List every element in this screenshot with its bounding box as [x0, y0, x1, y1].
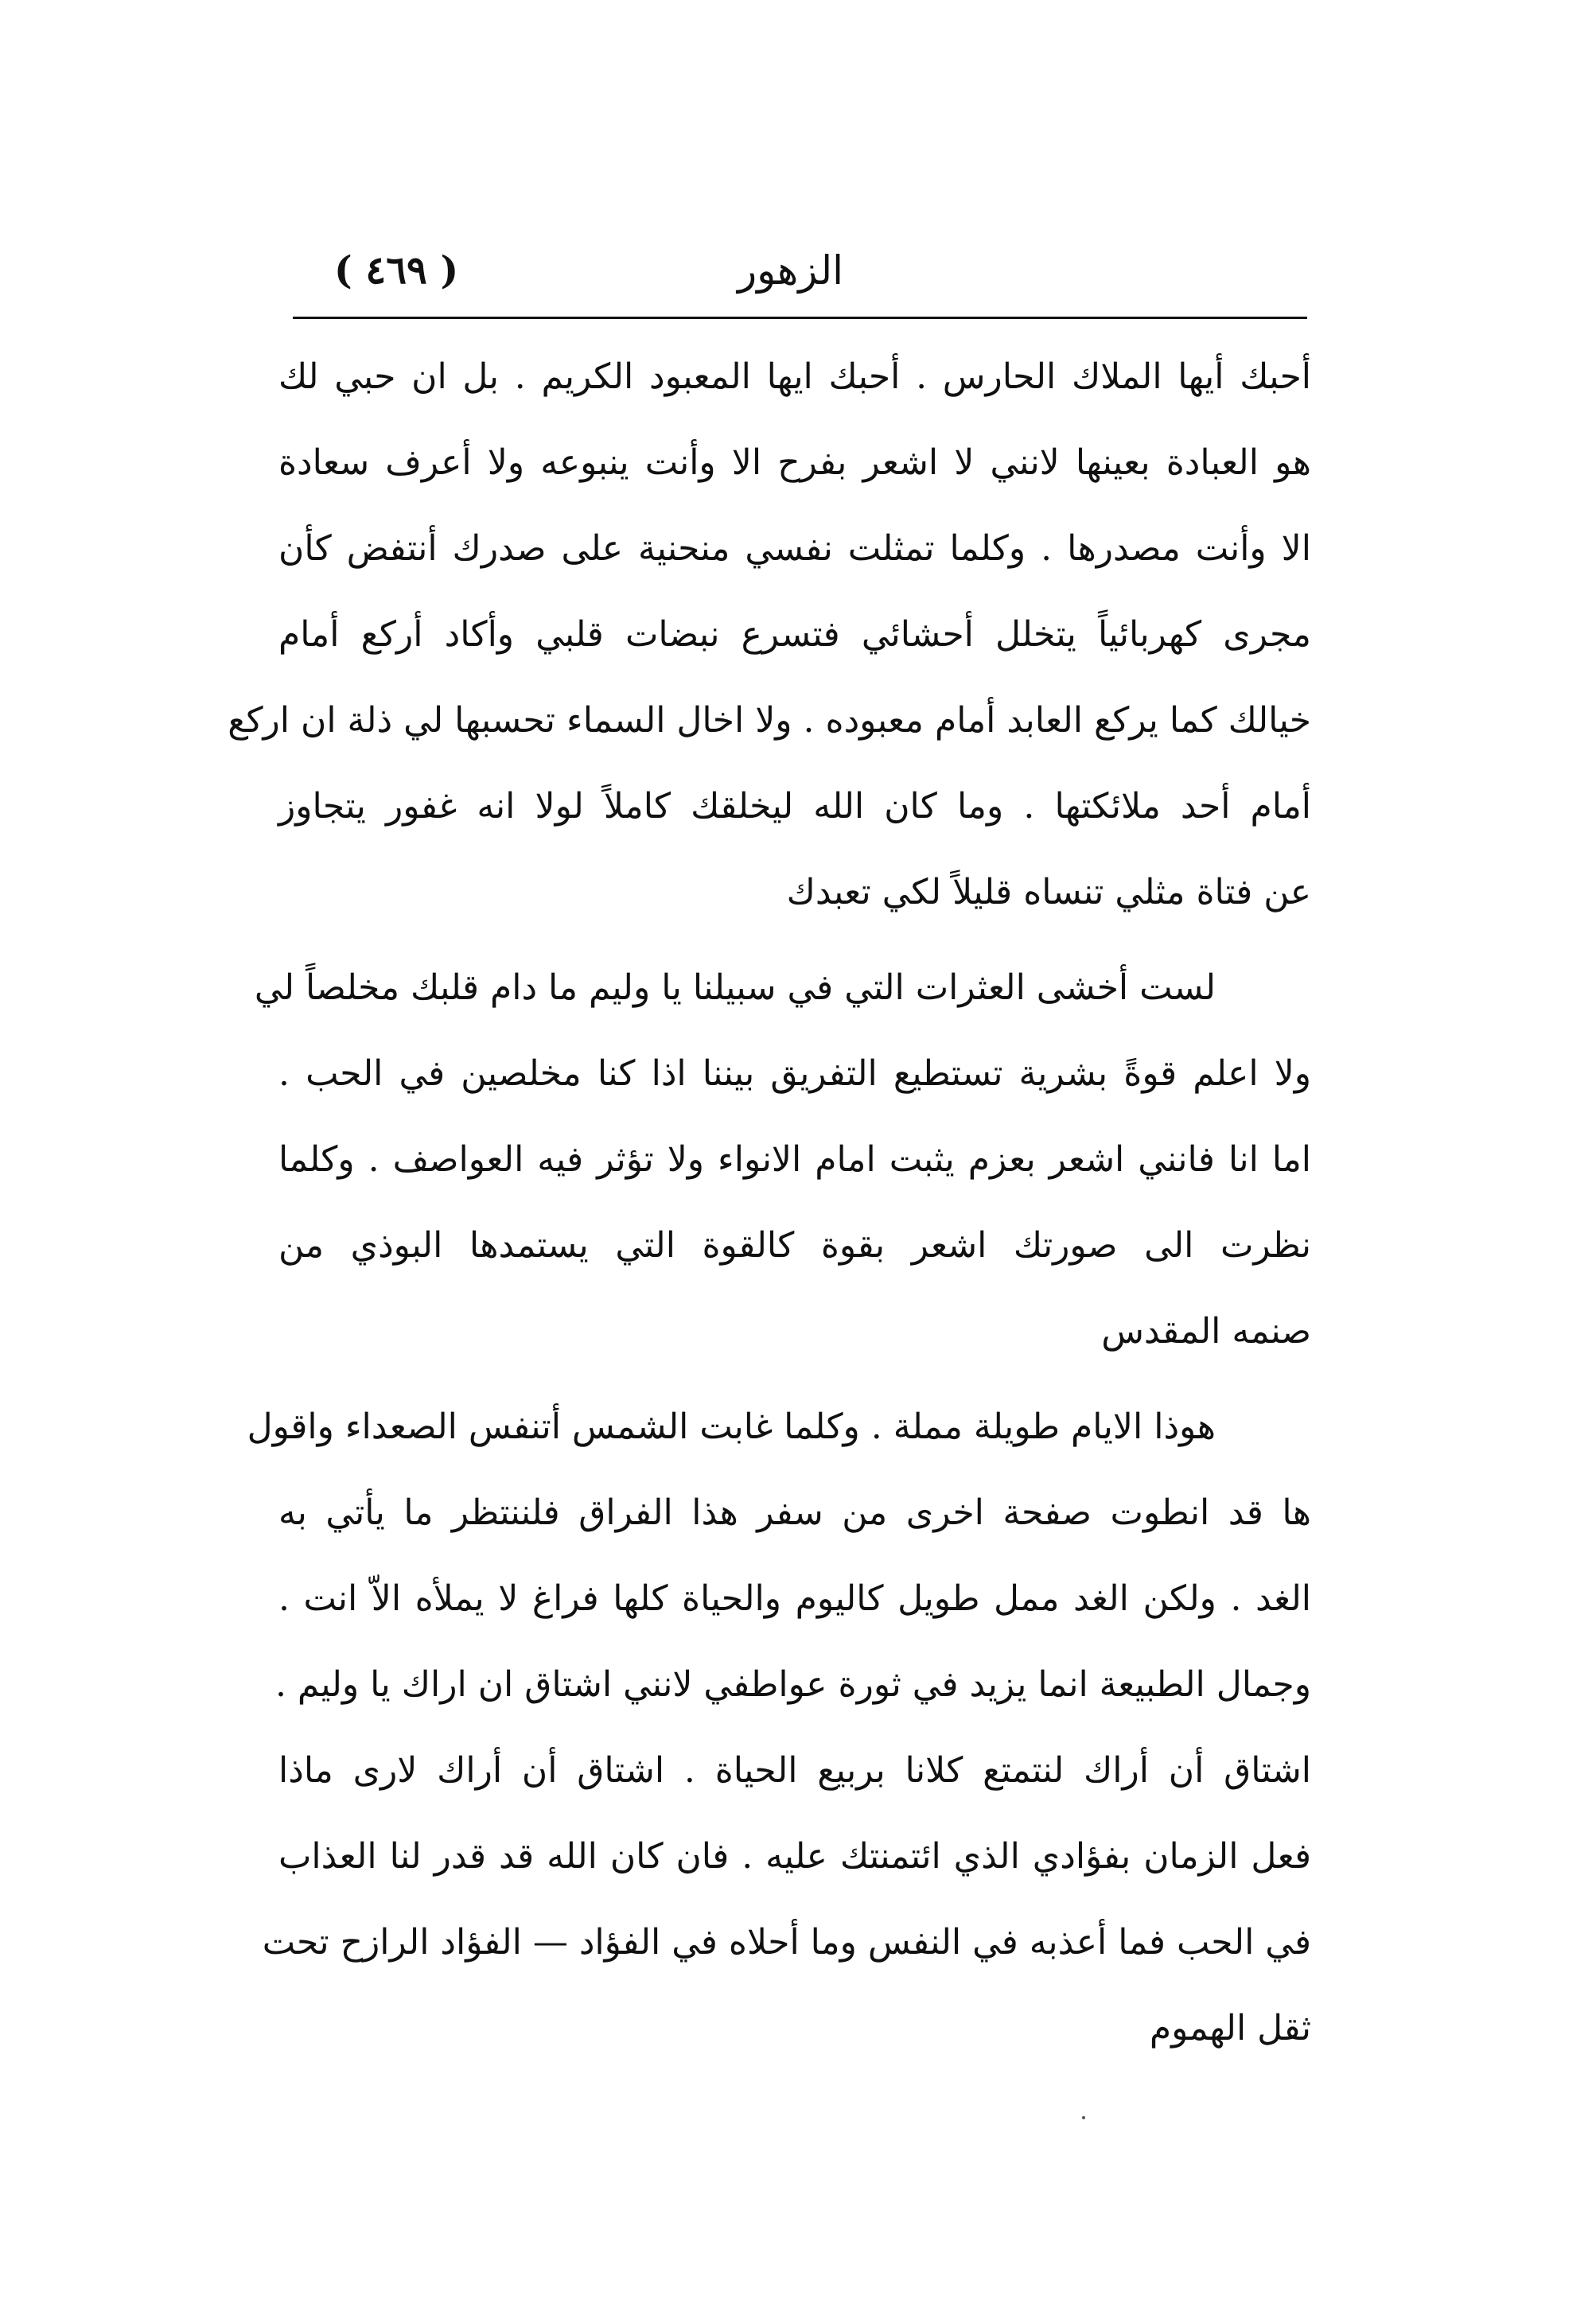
running-title: الزهور [737, 247, 843, 294]
scan-speck [1082, 2116, 1085, 2119]
page-header [294, 239, 1305, 310]
text-line: الا وأنت مصدرها . وكلما تمثلت نفسي منحنية على صدرك أنتفض كأن [278, 528, 1311, 569]
text-line: أحبك أيها الملاك الحارس . أحبك ايها المعبود الكريم . بل ان حبي لك [278, 356, 1311, 397]
text-line: صنمه المقدس [1101, 1311, 1311, 1352]
text-line: ثقل الهموم [1149, 2008, 1311, 2048]
paragraph-2 [254, 945, 1311, 1375]
paragraph-gap [278, 1375, 1311, 1384]
paragraph-1 [228, 334, 1311, 936]
text-line: نظرت الى صورتك اشعر بقوة كالقوة التي يستمدها البوذي من [278, 1225, 1311, 1266]
paragraph-3 [247, 1384, 1311, 2072]
text-line: ولا اعلم قوةً بشرية تستطيع التفريق بيننا اذا كنا مخلصين في الحب . [278, 1053, 1311, 1094]
page-number: ( ٤٦٩ ) [334, 248, 459, 293]
text-line: مجرى كهربائياً يتخلل أحشائي فتسرع نبضات قلبي وأكاد أركع أمام [278, 614, 1311, 655]
text-line: هو العبادة بعينها لانني لا اشعر بفرح الا وأنت ينبوعه ولا أعرف سعادة [278, 442, 1311, 483]
text-line: وجمال الطبيعة انما يزيد في ثورة عواطفي لانني اشتاق ان اراك يا وليم . [274, 1664, 1311, 1705]
text-line: خيالك كما يركع العابد أمام معبوده . ولا اخال السماء تحسبها لي ذلة ان اركع [228, 700, 1311, 741]
text-line: اشتاق أن أراك لنتمتع كلانا بربيع الحياة . اشتاق أن أراك لارى ماذا [278, 1750, 1311, 1791]
text-line: لست أخشى العثرات التي في سبيلنا يا وليم ما دام قلبك مخلصاً لي [254, 967, 1216, 1008]
text-line: في الحب فما أعذبه في النفس وما أحلاه في الفؤاد — الفؤاد الرازح تحت [262, 1922, 1311, 1963]
header-rule [293, 317, 1307, 319]
text-line: ها قد انطوت صفحة اخرى من سفر هذا الفراق فلننتظر ما يأتي به [278, 1492, 1311, 1533]
text-line: هوذا الايام طويلة مملة . وكلما غابت الشمس أتنفس الصعداء واقول [247, 1407, 1216, 1447]
body-text [228, 334, 1311, 2072]
text-line: أمام أحد ملائكتها . وما كان الله ليخلقك كاملاً لولا انه غفور يتجاوز [278, 786, 1311, 827]
paragraph-gap [278, 936, 1311, 945]
text-line: فعل الزمان بفؤادي الذي ائتمنتك عليه . فان كان الله قد قدر لنا العذاب [278, 1836, 1311, 1877]
text-line: الغد . ولكن الغد ممل طويل كاليوم والحياة كلها فراغ لا يملأه الاّ انت . [278, 1578, 1311, 1619]
text-line: عن فتاة مثلي تنساه قليلاً لكي تعبدك [786, 872, 1311, 912]
text-line: اما انا فانني اشعر بعزم يثبت امام الانواء ولا تؤثر فيه العواصف . وكلما [278, 1139, 1311, 1180]
